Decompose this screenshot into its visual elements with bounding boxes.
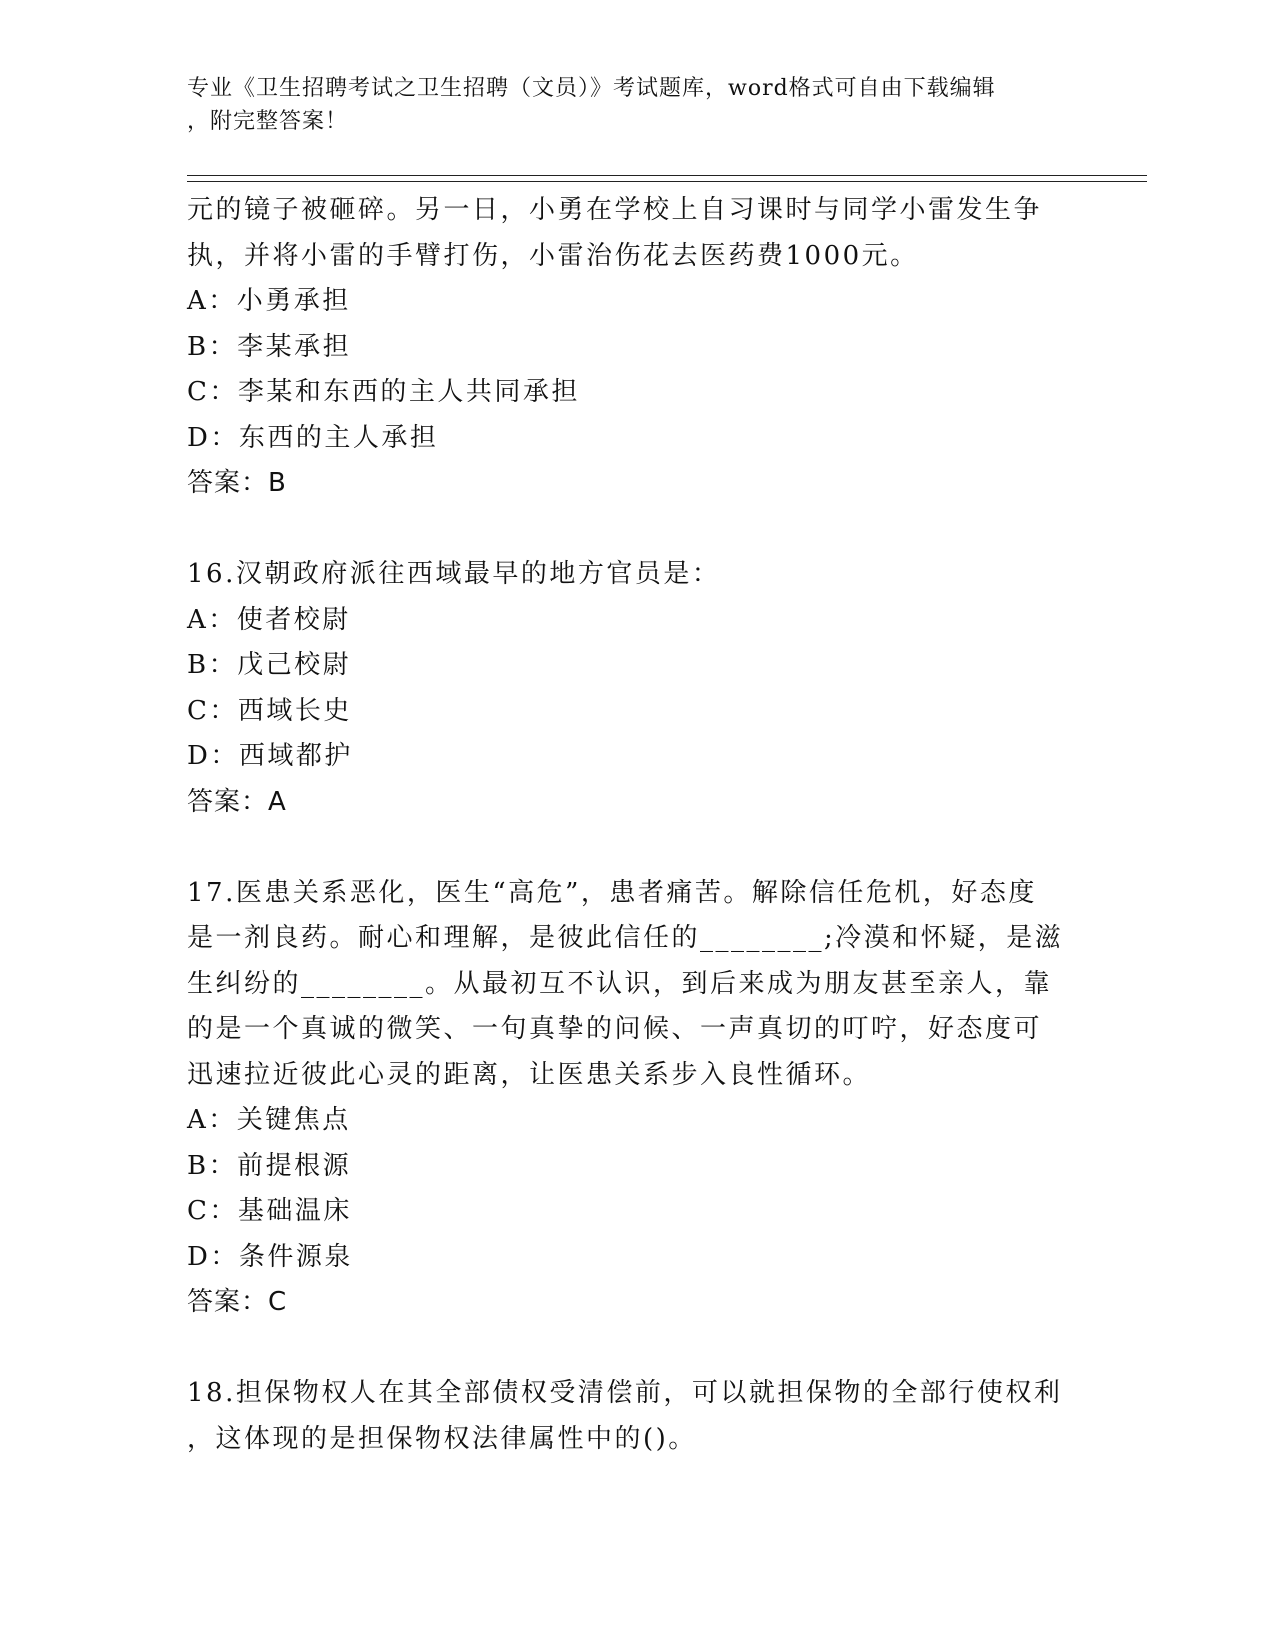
answer-line: 答案：C [187,1287,288,1317]
document-body [187,188,1087,1462]
option-a: A：小勇承担 [187,286,351,316]
spacer [187,825,1087,871]
question-stem-line: 是一剂良药。耐心和理解，是彼此信任的________;冷漠和怀疑，是滋 [187,923,1064,953]
answer-line: 答案：B [187,468,287,498]
question-stem-line: 元的镜子被砸碎。另一日，小勇在学校上自习课时与同学小雷发生争 [187,195,1043,225]
spacer [187,507,1087,553]
option-c: C：基础温床 [187,1196,352,1226]
spacer [187,1326,1087,1372]
document-header [187,72,1087,138]
option-d: D：东西的主人承担 [187,422,439,453]
question-16 [187,552,1087,825]
question-stem-line: 的是一个真诚的微笑、一句真挚的问候、一声真切的叮咛，好态度可 [187,1014,1043,1044]
question-stem-line: 迅速拉近彼此心灵的距离，让医患关系步入良性循环。 [187,1059,872,1090]
option-b: B：李某承担 [187,331,352,362]
option-d: D：条件源泉 [187,1241,353,1272]
option-c: C：李某和东西的主人共同承担 [187,377,580,407]
option-a: A：使者校尉 [187,604,351,635]
question-stem-line: 执，并将小雷的手臂打伤，小雷治伤花去医药费1000元。 [187,240,919,271]
header-divider-bottom [187,181,1147,182]
question-15 [187,188,1087,507]
option-d: D：西域都护 [187,741,353,771]
question-stem-line: 18.担保物权人在其全部债权受清偿前，可以就担保物的全部行使权利 [187,1378,1063,1408]
question-stem-line: 生纠纷的________。从最初互不认识，到后来成为朋友甚至亲人，靠 [187,968,1053,999]
question-stem-line: ，这体现的是担保物权法律属性中的()。 [187,1423,697,1454]
question-18 [187,1371,1087,1462]
option-b: B：前提根源 [187,1150,352,1181]
option-b: B：戊己校尉 [187,650,352,680]
question-stem-line: 16.汉朝政府派往西域最早的地方官员是： [187,559,721,589]
question-stem-line: 17.医患关系恶化，医生“高危”，患者痛苦。解除信任危机，好态度 [187,877,1037,908]
header-divider-top [187,175,1147,176]
question-17 [187,871,1087,1326]
option-c: C：西域长史 [187,695,352,726]
answer-line: 答案：A [187,786,287,817]
option-a: A：关键焦点 [187,1105,351,1135]
header-line-2: ，附完整答案！ [187,109,349,134]
header-line-1: 专业《卫生招聘考试之卫生招聘（文员）》考试题库，word格式可自由下载编辑 [187,76,996,101]
